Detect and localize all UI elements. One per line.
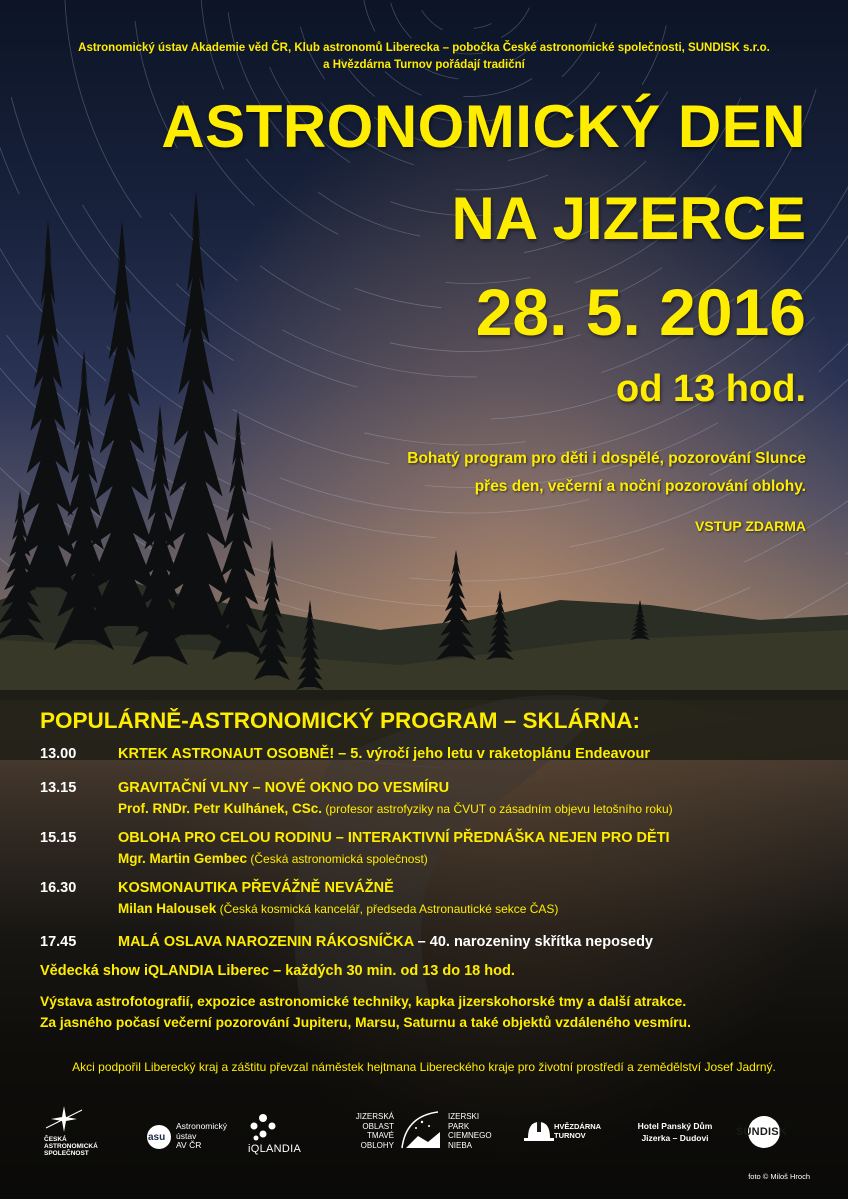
- jizerski-text-4: NIEBA: [448, 1140, 473, 1150]
- program-time: 16.30: [40, 880, 77, 896]
- event-time: od 13 hod.: [616, 368, 806, 410]
- photo-credit: foto © Miloš Hroch: [748, 1172, 810, 1181]
- program-time: 13.15: [40, 780, 77, 796]
- event-date: 28. 5. 2016: [475, 275, 806, 349]
- jizerski-text-2: PARK: [448, 1121, 470, 1131]
- iqlandia-text: iQLANDIA: [248, 1143, 302, 1155]
- jizerska-text-1: JIZERSKÁ: [355, 1112, 394, 1121]
- jizerski-text-1: IZERSKI: [448, 1112, 480, 1121]
- sundisk-text: SUNDISK: [736, 1126, 787, 1138]
- cas-text-2: ASTRONOMICKÁ: [44, 1143, 98, 1150]
- observatory-icon: [524, 1116, 554, 1142]
- program-note: (Česká kosmická kancelář, předseda Astronautické sekce ČAS): [216, 902, 559, 916]
- program-speaker-line: [118, 901, 558, 916]
- program-note: (Česká astronomická společnost): [247, 852, 428, 866]
- cas-logo: [44, 1104, 124, 1164]
- hvezdarna-text-2: TURNOV: [554, 1131, 586, 1140]
- free-entry: VSTUP ZDARMA: [695, 518, 806, 534]
- cas-text-1: ČESKÁ: [44, 1136, 67, 1143]
- support-note: Akci podpořil Liberecký kraj a záštitu převzal náměstek hejtmana Libereckého kraje pro životní prostředí a zemědělství Josef Jadrný.: [72, 1060, 776, 1074]
- title-line-1: ASTRONOMICKÝ DEN: [161, 93, 806, 160]
- program-heading: POPULÁRNĚ-ASTRONOMICKÝ PROGRAM – SKLÁRNA:: [40, 708, 641, 733]
- molecule-icon: [248, 1112, 278, 1142]
- program-title-rest: – 40. narozeniny skřítka neposedy: [413, 934, 653, 950]
- jizerska-text-4: OBLOHY: [360, 1140, 394, 1150]
- program-title: [118, 934, 653, 950]
- program-title-main: MALÁ OSLAVA NAROZENIN RÁKOSNÍČKA: [118, 934, 414, 950]
- organizers: [20, 40, 828, 74]
- title-line-2: NA JIZERCE: [451, 185, 806, 252]
- organizers-line-2: a Hvězdárna Turnov pořádají tradiční: [323, 59, 525, 71]
- program-title: GRAVITAČNÍ VLNY – NOVÉ OKNO DO VESMÍRU: [118, 780, 450, 796]
- asu-short: asu: [148, 1132, 166, 1143]
- jizerska-text-3: TMAVÉ: [367, 1131, 394, 1140]
- program-speaker: Milan Halousek: [118, 901, 217, 916]
- program-title: KRTEK ASTRONAUT OSOBNĚ! – 5. výročí jeho letu v raketoplánu Endeavour: [118, 746, 651, 762]
- program-note: (profesor astrofyziky na ČVUT o zásadním objevu letošního roku): [322, 802, 673, 816]
- extra-line-2: Za jasného počasí večerní pozorování Jupiteru, Marsu, Saturnu a také objektů vzdáleného vesmíru.: [40, 1015, 691, 1030]
- sundisk-logo: [736, 1114, 814, 1154]
- program-speaker: Mgr. Martin Gembec: [118, 851, 248, 866]
- hotel-text-1: Hotel Panský Dům: [637, 1121, 713, 1131]
- dark-sky-park-logo: [344, 1112, 504, 1162]
- hotel-logo: [630, 1120, 720, 1150]
- intro-line-1: Bohatý program pro děti i dospělé, pozorování Slunce: [407, 450, 806, 467]
- program-speaker-line: [118, 851, 428, 866]
- asu-logo: [144, 1122, 244, 1162]
- program-title: OBLOHA PRO CELOU RODINU – INTERAKTIVNÍ PŘEDNÁŠKA NEJEN PRO DĚTI: [118, 830, 670, 846]
- program-speaker-line: [118, 801, 673, 816]
- cas-text-3: SPOLEČNOST: [44, 1150, 89, 1157]
- asu-text-1: Astronomický: [176, 1121, 228, 1131]
- dark-sky-icon: [398, 1108, 444, 1152]
- program-time: 15.15: [40, 830, 77, 846]
- star-icon: [44, 1104, 84, 1134]
- hotel-text-2: Jizerka – Dudovi: [641, 1133, 709, 1143]
- program-speaker: Prof. RNDr. Petr Kulhánek, CSc.: [118, 801, 323, 816]
- program-title: KOSMONAUTIKA PŘEVÁŽNĚ NEVÁŽNĚ: [118, 880, 394, 896]
- organizers-line-1: Astronomický ústav Akademie věd ČR, Klub astronomů Liberecka – pobočka České astronomické společnosti, SUNDISK s.r.o.: [78, 42, 770, 54]
- program-time: 17.45: [40, 934, 77, 950]
- iqlandia-logo: [248, 1112, 328, 1162]
- intro-line-2: přes den, večerní a noční pozorování oblohy.: [474, 478, 806, 495]
- hvezdarna-text-1: HVĚZDÁRNA: [554, 1122, 602, 1131]
- science-show: Vědecká show iQLANDIA Liberec – každých 30 min. od 13 do 18 hod.: [40, 963, 515, 979]
- program-time: 13.00: [40, 746, 77, 762]
- jizerski-text-3: CIEMNEGO: [448, 1131, 492, 1140]
- asu-text-2: ústav: [176, 1130, 197, 1141]
- extra-line-1: Výstava astrofotografií, expozice astronomické techniky, kapka jizerskohorské tmy a další atrakce.: [40, 994, 687, 1009]
- jizerska-text-2: OBLAST: [362, 1121, 394, 1131]
- hvezdarna-logo: [524, 1116, 614, 1156]
- asu-text-3: AV ČR: [176, 1140, 202, 1150]
